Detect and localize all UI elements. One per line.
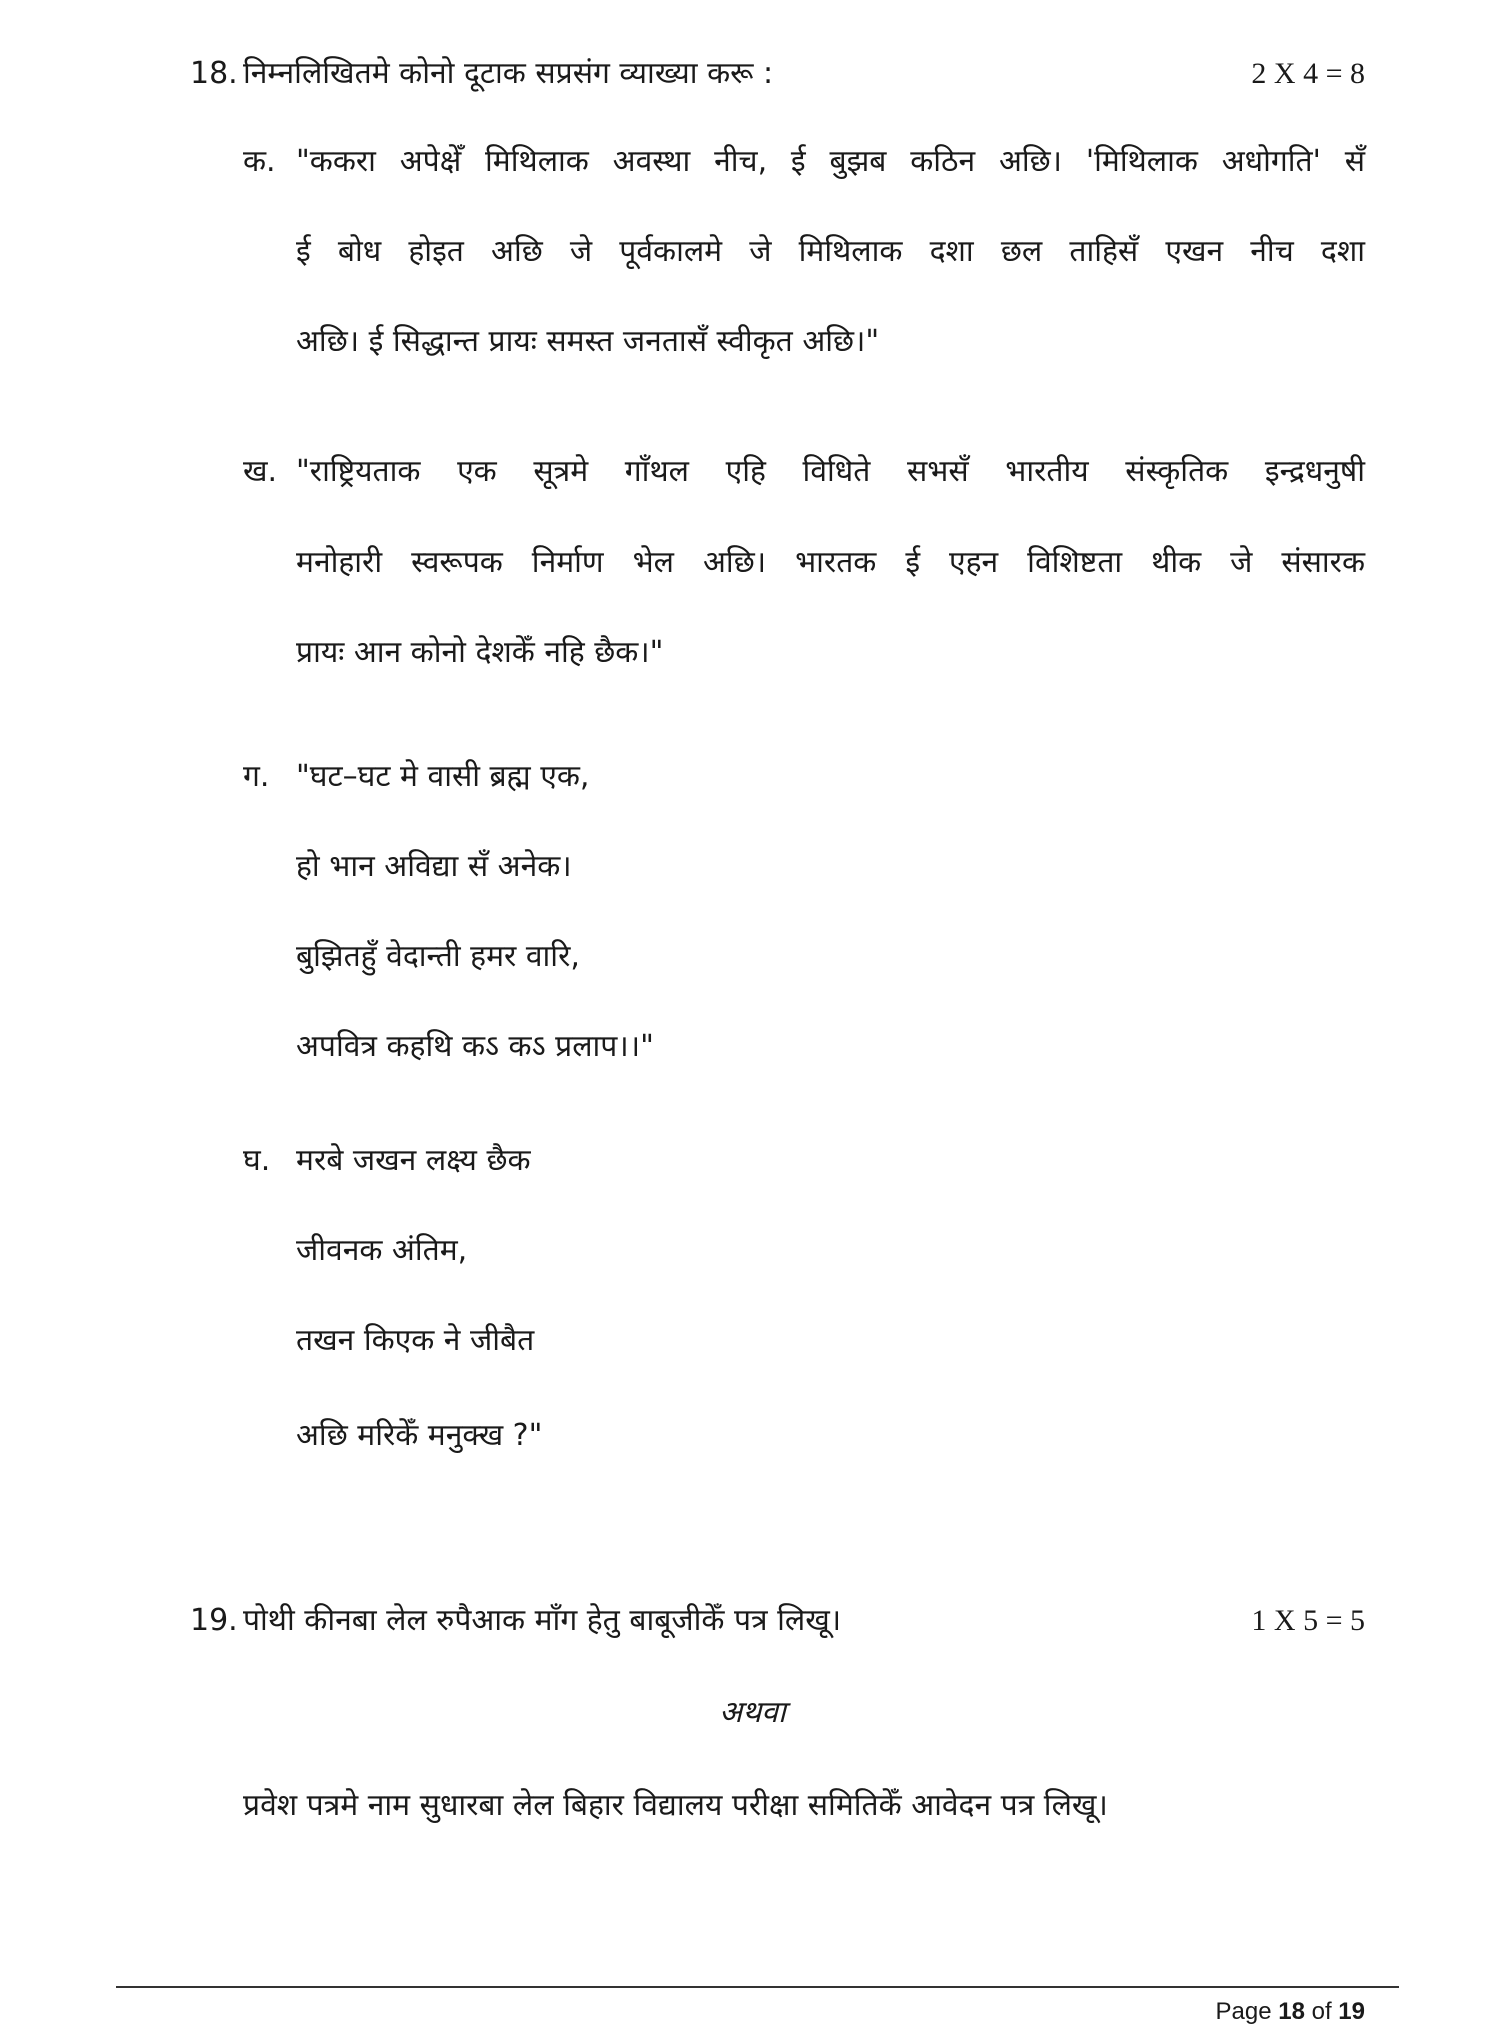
item-ga-label: ग.	[243, 759, 270, 794]
item-ga-line-2: हो भान अविद्या सँ अनेक।	[296, 849, 572, 884]
item-kha-line-2: मनोहारी स्वरूपक निर्माण भेल अछि। भारतक ई एहन विशिष्टता थीक जे संसारक	[296, 545, 1365, 580]
page-of: of	[1311, 1998, 1332, 2025]
question-18-number: 18.	[190, 56, 238, 91]
question-19-number: 19.	[190, 1603, 238, 1638]
or-label: अथवा	[719, 1695, 786, 1730]
page-current: 18	[1278, 1998, 1305, 2025]
item-kha-line-3: प्रायः आन कोनो देशकेँ नहि छैक।"	[296, 635, 664, 670]
item-ka-line-3: अछि। ई सिद्धान्त प्रायः समस्त जनतासँ स्वीकृत अछि।"	[296, 324, 880, 359]
item-ka-line-2: ई बोध होइत अछि जे पूर्वकालमे जे मिथिलाक दशा छल ताहिसँ एखन नीच दशा	[296, 234, 1365, 269]
item-gha-label: घ.	[243, 1143, 271, 1178]
item-ka-line-1: "ककरा अपेक्षेँ मिथिलाक अवस्था नीच, ई बुझब कठिन अछि। 'मिथिलाक अधोगति' सँ	[296, 144, 1365, 179]
item-gha-line-1: मरबे जखन लक्ष्य छैक	[296, 1143, 531, 1178]
question-19-marks: 1 X 5 = 5	[1251, 1604, 1365, 1637]
item-kha-line-1: "राष्ट्रियताक एक सूत्रमे गाँथल एहि विधिते सभसँ भारतीय संस्कृतिक इन्द्रधनुषी	[296, 454, 1365, 489]
question-19-prompt: पोथी कीनबा लेल रुपैआक माँग हेतु बाबूजीकेँ पत्र लिखू।	[243, 1603, 842, 1638]
item-ka-label: क.	[243, 144, 276, 179]
question-18-marks: 2 X 4 = 8	[1251, 57, 1365, 90]
question-19-alternative: प्रवेश पत्रमे नाम सुधारबा लेल बिहार विद्यालय परीक्षा समितिकेँ आवेदन पत्र लिखू।	[243, 1788, 1108, 1823]
item-gha-line-3: तखन किएक ने जीबैत	[296, 1323, 535, 1358]
page-label: Page	[1215, 1998, 1272, 2025]
question-18-prompt: निम्नलिखितमे कोनो दूटाक सप्रसंग व्याख्या करू :	[243, 56, 774, 91]
item-kha-label: ख.	[243, 454, 278, 489]
item-gha-line-2: जीवनक अंतिम,	[296, 1233, 468, 1268]
page-total: 19	[1338, 1998, 1365, 2025]
item-gha-line-4: अछि मरिकेँ मनुक्ख ?"	[296, 1418, 543, 1453]
item-ga-line-1: "घट–घट मे वासी ब्रह्म एक,	[296, 759, 590, 794]
page-number	[1216, 1997, 1366, 2027]
item-ga-line-4: अपवित्र कहथि कऽ कऽ प्रलाप।।"	[296, 1029, 654, 1064]
item-ga-line-3: बुझितहुँ वेदान्ती हमर वारि,	[296, 939, 580, 974]
footer-rule	[116, 1986, 1399, 1988]
